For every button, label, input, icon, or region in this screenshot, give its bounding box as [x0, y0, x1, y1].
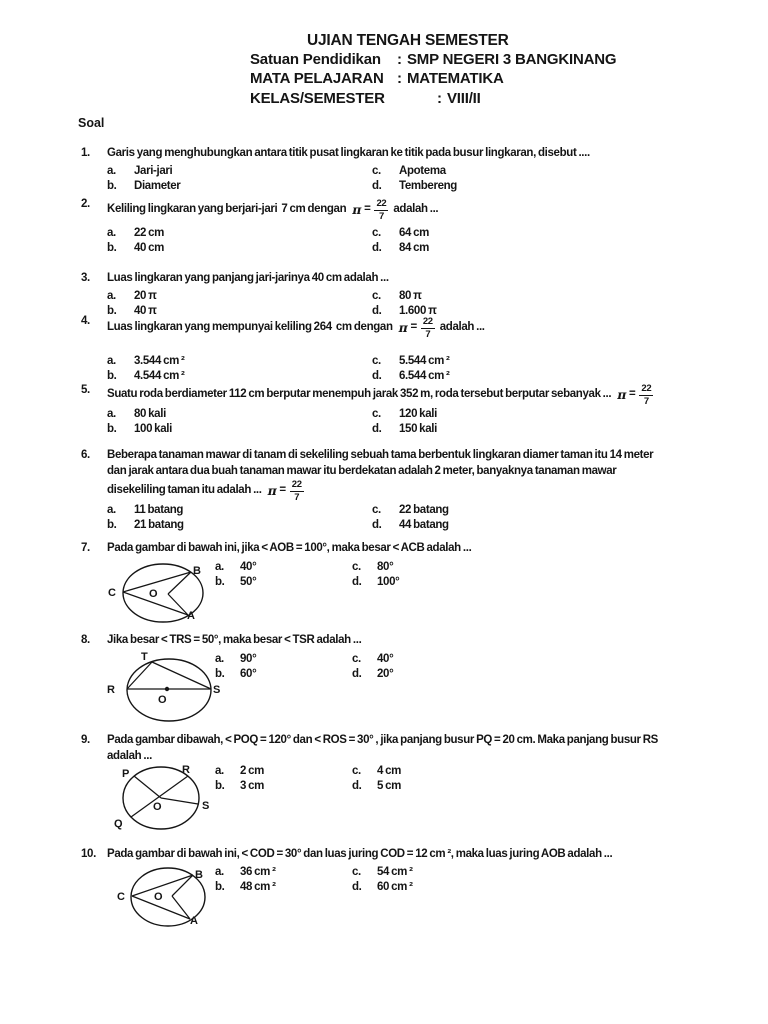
pi-fraction	[421, 317, 435, 339]
question-7	[81, 541, 726, 622]
question-text-after: adalah ...	[439, 321, 485, 334]
option-text: Diameter	[134, 179, 181, 192]
question-text-after: adalah ...	[393, 203, 439, 216]
point-label-r: R	[107, 684, 115, 696]
question-number: 6.	[81, 449, 90, 461]
header-row-satuan-pendidikan	[250, 50, 616, 69]
option-letter: b.	[107, 242, 117, 254]
option-letter: b.	[215, 880, 225, 893]
question-text-line-2: dan jarak antara dua buah tanaman mawar itu berdekatan adalah 2 meter, banyaknya tanaman mawar	[107, 464, 617, 477]
question-number: 5.	[81, 384, 90, 396]
section-label: Soal	[78, 116, 105, 130]
option-text: 22 cm	[134, 227, 165, 239]
pi-symbol: π	[352, 202, 362, 218]
pi-symbol: π	[398, 320, 408, 336]
question-number: 3.	[81, 272, 90, 284]
option-text: 44 batang	[399, 519, 449, 531]
header-value: SMP NEGERI 3 BANGKINANG	[407, 51, 617, 69]
option-letter: c.	[372, 355, 381, 367]
option-letter: a.	[215, 865, 224, 878]
option-text: 80°	[377, 560, 394, 573]
option-text: 120 kali	[399, 408, 437, 420]
pi-symbol: π	[267, 483, 277, 499]
point-label-o: O	[153, 801, 162, 813]
question-2	[81, 197, 726, 256]
point-label-a: A	[187, 610, 195, 622]
fraction-numerator: 22	[422, 316, 433, 327]
option-letter: c.	[372, 227, 381, 239]
exam-header	[250, 31, 616, 108]
option-letter: a.	[107, 355, 116, 367]
option-text: 80 π	[399, 289, 422, 302]
question-5	[81, 383, 726, 437]
point-label-q: Q	[114, 818, 123, 830]
fraction-numerator: 22	[641, 383, 652, 394]
option-letter: b.	[215, 667, 225, 680]
header-label: KELAS/SEMESTER	[250, 89, 385, 107]
question-number: 10.	[81, 848, 96, 860]
option-letter: c.	[372, 408, 381, 420]
point-label-o: O	[158, 694, 167, 706]
header-value: VIII/II	[447, 89, 481, 107]
option-text: 54 cm ²	[377, 865, 413, 878]
option-letter: d.	[372, 370, 382, 382]
question-10	[81, 847, 726, 927]
options	[215, 865, 726, 895]
point-label-o: O	[149, 588, 158, 600]
options	[107, 164, 726, 194]
option-letter: a.	[215, 765, 224, 777]
option-letter: b.	[107, 179, 117, 192]
point-label-o: O	[154, 891, 163, 903]
option-letter: d.	[372, 242, 382, 254]
options	[215, 560, 726, 590]
question-3	[81, 271, 726, 319]
option-text: 80 kali	[134, 408, 166, 420]
fraction-denominator: 7	[294, 491, 300, 503]
option-text: 21 batang	[134, 519, 184, 531]
option-letter: b.	[107, 423, 117, 435]
option-letter: d.	[372, 179, 382, 192]
option-text: 6.544 cm ²	[399, 370, 450, 382]
option-letter: a.	[107, 504, 116, 516]
point-label-c: C	[117, 891, 125, 903]
question-text-line-2: adalah ...	[107, 749, 152, 762]
option-text: 2 cm	[240, 765, 265, 777]
point-label-c: C	[108, 587, 116, 599]
pi-fraction	[639, 384, 653, 406]
option-text: 60°	[240, 667, 257, 680]
question-number: 2.	[81, 198, 90, 210]
question-text-line-1: Pada gambar dibawah, < POQ = 120° dan < ROS = 30° , jika panjang busur PQ = 20 cm. Maka panjang busur RS	[107, 734, 659, 746]
circle-diagram-trs	[105, 648, 230, 728]
options	[107, 503, 726, 533]
option-letter: a.	[107, 289, 116, 302]
option-text: 22 batang	[399, 504, 449, 516]
question-1	[81, 146, 726, 194]
question-number: 8.	[81, 634, 90, 646]
option-letter: c.	[372, 164, 381, 177]
pi-symbol: π	[617, 387, 627, 403]
fraction-numerator: 22	[291, 479, 302, 490]
option-text: 5.544 cm ²	[399, 355, 450, 367]
option-text: 4.544 cm ²	[134, 370, 185, 382]
exam-title: UJIAN TENGAH SEMESTER	[307, 32, 509, 49]
option-letter: d.	[372, 423, 382, 435]
point-label-s: S	[202, 800, 209, 812]
fraction-numerator: 22	[376, 198, 387, 209]
header-label: Satuan Pendidikan	[250, 51, 381, 69]
option-text: 48 cm ²	[240, 880, 276, 893]
option-letter: d.	[352, 667, 362, 680]
option-letter: b.	[215, 575, 225, 588]
options	[107, 407, 726, 437]
question-text: Garis yang menghubungkan antara titik pusat lingkaran ke titik pada busur lingkaran, disebut ....	[107, 147, 590, 159]
question-text: Jika besar < TRS = 50°, maka besar < TSR adalah ...	[107, 634, 362, 646]
question-text-before: Keliling lingkaran yang berjari-jari 7 cm dengan	[107, 203, 347, 216]
option-text: 4 cm	[377, 765, 402, 777]
options	[107, 354, 726, 384]
option-letter: a.	[107, 164, 116, 177]
question-9	[81, 733, 726, 830]
option-letter: b.	[107, 519, 117, 531]
option-letter: c.	[352, 560, 361, 573]
question-8	[81, 633, 726, 706]
question-text-line-3	[107, 479, 726, 503]
option-text: 20 π	[134, 289, 157, 302]
option-text: 84 cm	[399, 242, 430, 254]
option-text: 60 cm ²	[377, 880, 413, 893]
option-text: 150 kali	[399, 423, 437, 435]
options	[107, 226, 726, 256]
option-text: 5 cm	[377, 780, 402, 792]
point-label-p: P	[122, 768, 129, 780]
question-6	[81, 448, 726, 533]
fraction-denominator: 7	[425, 328, 431, 340]
option-letter: c.	[372, 504, 381, 516]
question-number: 7.	[81, 542, 90, 554]
option-text: 36 cm ²	[240, 865, 276, 878]
option-text: 100 kali	[134, 423, 172, 435]
equals-sign: =	[629, 388, 636, 401]
question-text: Pada gambar di bawah ini, jika < AOB = 100°, maka besar < ACB adalah ...	[107, 542, 472, 554]
point-label-a: A	[190, 915, 198, 927]
option-letter: d.	[372, 304, 382, 317]
question-text	[107, 383, 726, 407]
pi-fraction	[374, 199, 388, 221]
option-letter: d.	[352, 780, 362, 792]
header-colon: :	[437, 89, 442, 107]
point-label-b: B	[195, 869, 203, 881]
option-letter: c.	[352, 765, 361, 777]
option-letter: a.	[107, 227, 116, 239]
option-letter: c.	[352, 865, 361, 878]
question-text	[107, 314, 726, 342]
question-text-line-1: Beberapa tanaman mawar di tanam di sekeliling sebuah tama berbentuk lingkaran diamer taman itu 14 meter	[107, 449, 654, 461]
option-letter: b.	[107, 304, 117, 317]
fraction-denominator: 7	[643, 395, 649, 407]
option-letter: d.	[352, 575, 362, 588]
circle-diagram-cod-aob	[105, 862, 215, 932]
option-text: Apotema	[399, 164, 446, 177]
equals-sign: =	[364, 203, 371, 216]
option-letter: b.	[107, 370, 117, 382]
option-letter: b.	[215, 780, 225, 792]
point-label-s: S	[213, 684, 220, 696]
equals-sign: =	[410, 321, 417, 334]
point-label-b: B	[193, 565, 201, 577]
option-text: 40 π	[134, 304, 157, 317]
question-text-before: disekeliling taman itu adalah ...	[107, 484, 262, 497]
circle-diagram-aob	[105, 558, 215, 628]
option-text: 1.600 π	[399, 304, 437, 317]
question-text-before: Luas lingkaran yang mempunyai keliling 264 cm dengan	[107, 321, 393, 334]
equals-sign: =	[279, 484, 286, 497]
question-text-before: Suatu roda berdiameter 112 cm berputar menempuh jarak 352 m, roda tersebut berputar sebanyak ...	[107, 388, 612, 401]
header-label: MATA PELAJARAN	[250, 70, 384, 88]
question-number: 4.	[81, 315, 90, 327]
question-text	[107, 197, 726, 223]
option-text: 90°	[240, 652, 257, 665]
option-text: 3 cm	[240, 780, 265, 792]
option-letter: c.	[352, 652, 361, 665]
option-text: 50°	[240, 575, 257, 588]
option-text: 11 batang	[134, 504, 184, 516]
point-label-t: T	[141, 651, 148, 663]
option-letter: a.	[215, 652, 224, 665]
question-text: Pada gambar di bawah ini, < COD = 30° dan luas juring COD = 12 cm ², maka luas juring AOB adalah ...	[107, 848, 613, 860]
option-text: 3.544 cm ²	[134, 355, 185, 367]
question-number: 9.	[81, 734, 90, 746]
option-letter: a.	[215, 560, 224, 573]
question-text: Luas lingkaran yang panjang jari-jarinya 40 cm adalah ...	[107, 272, 389, 284]
option-text: 64 cm	[399, 227, 430, 239]
header-row-kelas-semester	[250, 89, 616, 108]
option-letter: d.	[372, 519, 382, 531]
option-text: 40°	[377, 652, 394, 665]
header-colon: :	[397, 51, 402, 69]
option-text: Jari-jari	[134, 164, 173, 177]
option-letter: c.	[372, 289, 381, 302]
point-label-r: R	[182, 764, 190, 776]
header-row-mata-pelajaran	[250, 69, 616, 88]
option-text: Tembereng	[399, 179, 457, 192]
option-text: 100°	[377, 575, 400, 588]
fraction-denominator: 7	[378, 210, 384, 222]
options	[215, 764, 726, 794]
option-text: 40 cm	[134, 242, 165, 254]
header-value: MATEMATIKA	[407, 70, 504, 88]
question-4	[81, 314, 726, 384]
question-number: 1.	[81, 147, 90, 159]
option-letter: d.	[352, 880, 362, 893]
options	[215, 652, 726, 682]
option-letter: a.	[107, 408, 116, 420]
header-colon: :	[397, 70, 402, 88]
circle-diagram-poq-ros	[100, 760, 225, 835]
pi-fraction	[290, 480, 304, 502]
option-text: 40°	[240, 560, 257, 573]
option-text: 20°	[377, 667, 394, 680]
